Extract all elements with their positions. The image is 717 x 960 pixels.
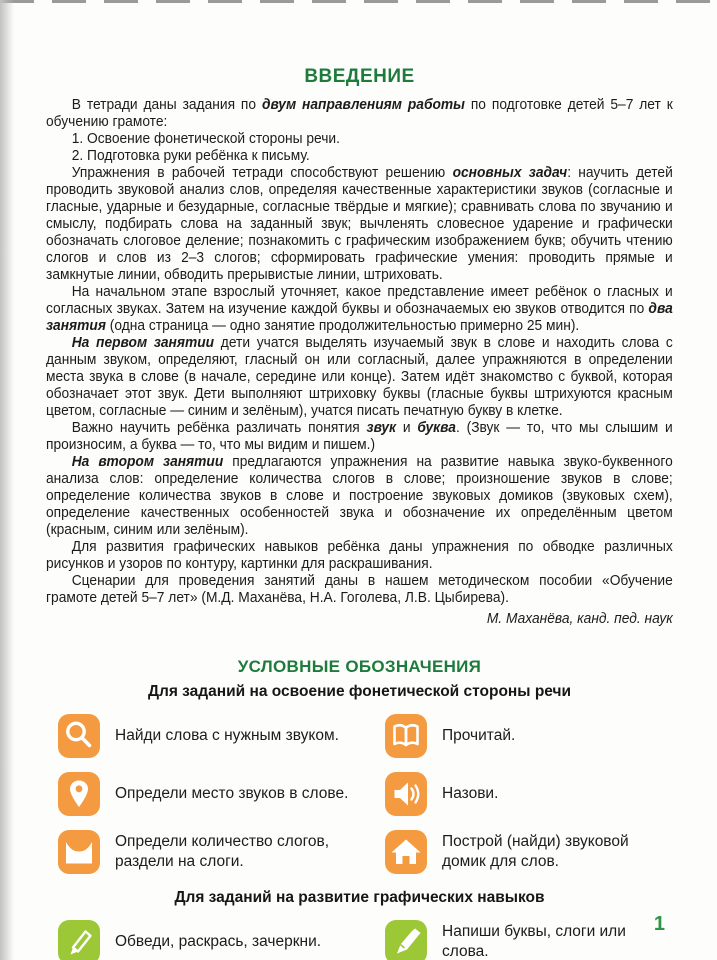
legend-phonetic-heading: Для заданий на освоение фонетической стороны речи <box>147 683 572 700</box>
legend-phonetic-grid <box>46 711 673 877</box>
intro-paragraphs <box>46 96 673 627</box>
legend-item-read <box>385 711 673 761</box>
paragraph: Упражнения в рабочей тетради способствуют решению основных задач: научить детей проводить звуковой анализ слов, определяя качественные характеристики звуков (согласные и гласные, ударные и безударные, согласные твёрдые и мягкие); сравнивать слова по звучанию и смыслу, подбирать слова на заданный звук; вычленять словесное ударение и графически обозначать слоговое деление; познакомить с графическим изображением букв; обучить чтению слогов и слов из 2–3 слогов; сформировать графические умения: проводить прямые и замкнутые линии, обводить прерывистые линии, штриховать. <box>46 164 673 283</box>
magnifier-icon <box>58 714 100 758</box>
legend-item-sound-place <box>58 769 385 819</box>
legend-item-label: Прочитай. <box>442 727 516 744</box>
legend-item-find-words <box>58 711 385 761</box>
paragraph: Сценарии для проведения занятий даны в нашем методическом пособии «Обучение грамоте детей 5–7 лет» (М.Д. Маханёва, Н.А. Гоголева, Л.В. Цыбирева). <box>46 572 673 606</box>
legend-item-sound-house <box>385 827 673 877</box>
paragraph: Для развития графических навыков ребёнка даны упражнения по обводке различных рисунков и узоров по контуру, картинки для раскрашивания. <box>46 538 673 572</box>
page-content <box>0 66 717 960</box>
author-line: М. Маханёва, канд. пед. наук <box>486 610 673 627</box>
legend-title: УСЛОВНЫЕ ОБОЗНАЧЕНИЯ <box>237 657 482 676</box>
location-pin-icon <box>58 772 100 816</box>
paragraph: В тетради даны задания по двум направлениям работы по подготовке детей 5–7 лет к обучению грамоте: <box>46 96 673 130</box>
legend-item-write <box>385 917 673 960</box>
legend-item-label: Определи количество слогов, раздели на слоги. <box>115 833 330 870</box>
open-book-icon <box>385 714 427 758</box>
legend-item-label: Напиши буквы, слоги или слова. <box>442 923 626 960</box>
house-icon <box>385 830 427 874</box>
legend-item-label: Определи место звуков в слове. <box>115 785 349 802</box>
legend-item-label: Построй (найди) звуковой домик для слов. <box>442 833 629 870</box>
page-number: 1 <box>653 913 665 935</box>
paragraph: На начальном этапе взрослый уточняет, какое представление имеет ребёнок о гласных и согласных звуках. Затем на изучение каждой буквы и обозначаемых ею звуков отводится по два занятия (одна страница — одно занятие продолжительностью примерно 25 мин). <box>46 283 673 334</box>
legend-item-name-aloud <box>385 769 673 819</box>
legend-graphic-grid <box>46 917 673 960</box>
syllable-tray-icon <box>58 830 100 874</box>
scan-edge-artifact <box>0 0 717 3</box>
paragraph: 1. Освоение фонетической стороны речи. <box>71 130 340 147</box>
paragraph: На втором занятии предлагаются упражнения на развитие навыка звуко-буквенного анализа слов: определение количества слогов в слове; произношение звуков в слове; определение количества звуков в слове и построение звуковых домиков (звуковых схем), определение качественных особенностей звука и обозначение их определённым цветом (красным, синим или зелёным). <box>46 453 673 538</box>
legend-item-label: Обведи, раскрась, зачеркни. <box>115 933 322 950</box>
pencil-icon <box>58 920 100 960</box>
pen-icon <box>385 920 427 960</box>
legend-graphic-heading: Для заданий на развитие графических навыков <box>174 889 545 906</box>
paragraph: На первом занятии дети учатся выделять изучаемый звук в слове и находить слова с данным звуком, определяют, гласный он или согласный, далее упражняются в определении места звука в слове (в начале, середине или конце). Затем идёт знакомство с буквой, которая обозначает этот звук. Дети выполняют штриховку буквы (гласные буквы штрихуются красным цветом, согласные — синим и зелёным), учатся писать печатную букву в клетке. <box>46 334 673 419</box>
legend-item-trace-color <box>58 917 385 960</box>
legend-item-count-syllables <box>58 827 385 877</box>
page-title: ВВЕДЕНИЕ <box>304 66 415 87</box>
paragraph: Важно научить ребёнка различать понятия звук и буква. (Звук — то, что мы слышим и произносим, а буква — то, что мы видим и пишем.) <box>46 419 673 453</box>
legend-item-label: Назови. <box>442 785 499 802</box>
paragraph: 2. Подготовка руки ребёнка к письму. <box>71 147 310 164</box>
speaker-icon <box>385 772 427 816</box>
legend-item-label: Найди слова с нужным звуком. <box>115 727 339 744</box>
